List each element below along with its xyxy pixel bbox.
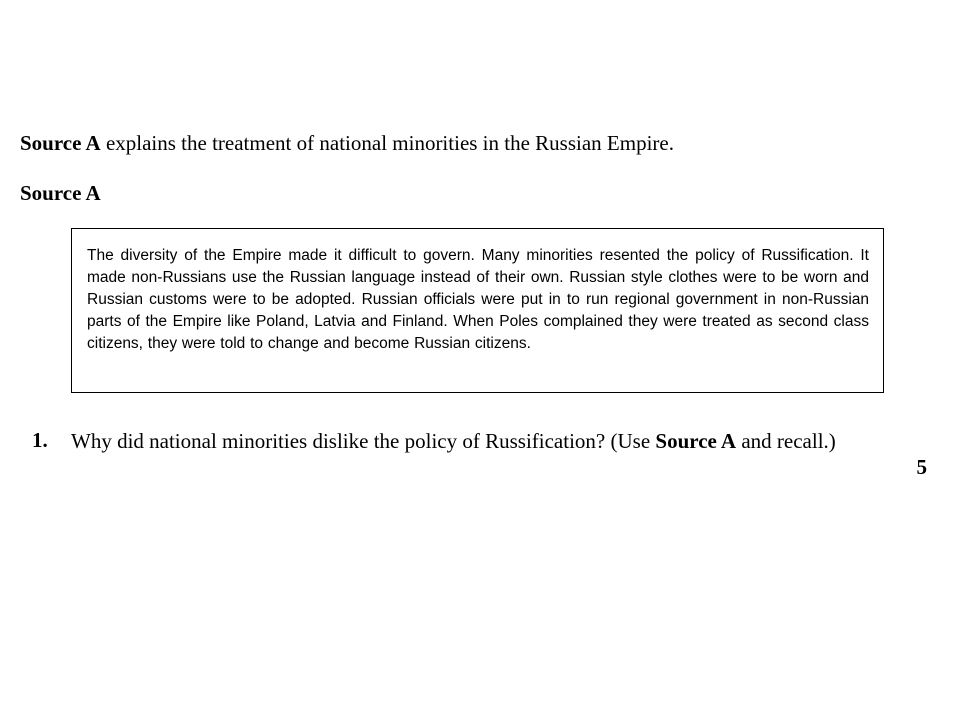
source-box xyxy=(71,228,884,393)
question-marks: 5 xyxy=(916,455,927,479)
question-text-before: Why did national minorities dislike the policy of Russification? (Use xyxy=(71,429,656,453)
source-text: The diversity of the Empire made it difficult to govern. Many minorities resented the policy of Russification. It made non-Russians use the Russian language instead of their own. Russian style clothes were to be worn and Russian customs were to be adopted. Russian officials were put in to run regional government in non-Russian parts of the Empire like Poland, Latvia and Finland. When Poles complained they were treated as second class citizens, they were told to change and become Russian citizens. xyxy=(87,247,869,352)
question-text-after: and recall.) xyxy=(736,429,836,453)
question-number: 1. xyxy=(32,428,48,452)
intro-text: explains the treatment of national minorities in the Russian Empire. xyxy=(100,131,674,155)
question-text xyxy=(71,428,886,455)
intro-sentence xyxy=(20,131,674,156)
question-source-ref: Source A xyxy=(655,429,737,453)
source-heading: Source A xyxy=(20,181,101,205)
intro-source-label: Source A xyxy=(20,131,101,155)
